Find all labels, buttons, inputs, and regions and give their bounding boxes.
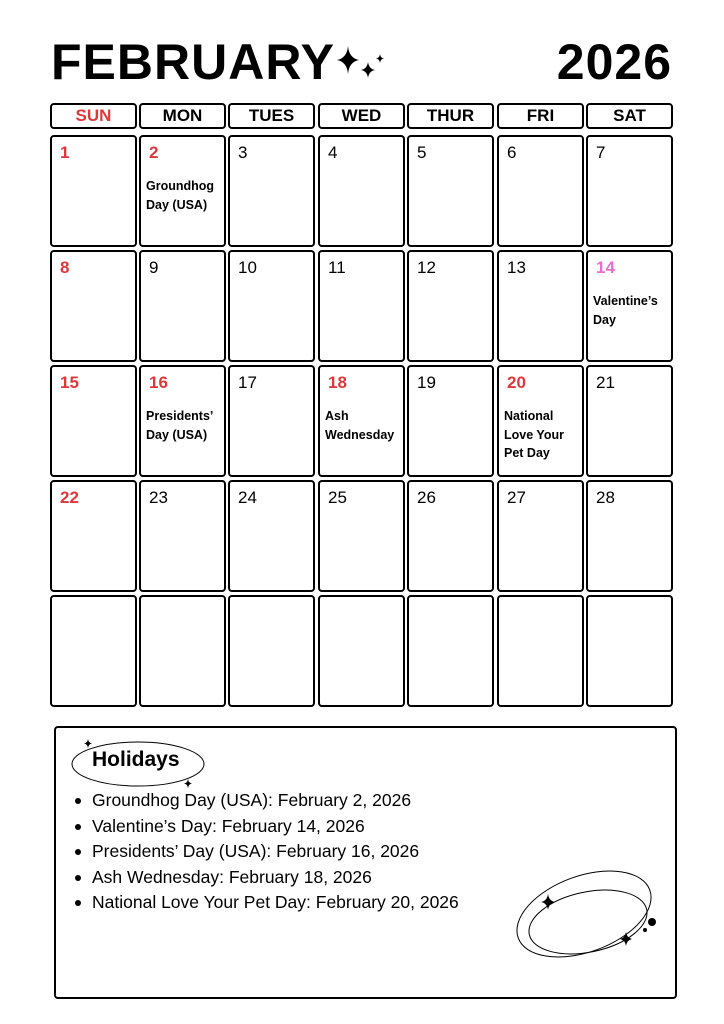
weekday-header-wed: WED	[318, 103, 405, 129]
holiday-list-item	[92, 814, 459, 840]
day-number: 12	[417, 258, 436, 277]
day-cell-empty	[139, 595, 226, 707]
day-cell-12	[407, 250, 494, 362]
day-cell-28	[586, 480, 673, 592]
day-cell-10	[228, 250, 315, 362]
day-number: 10	[238, 258, 257, 277]
event-label: Groundhog Day (USA)	[146, 179, 215, 212]
weekday-header-tues: TUES	[228, 103, 315, 129]
holiday-list-item	[92, 865, 459, 891]
day-number: 2	[149, 143, 159, 162]
day-cell-15	[50, 365, 137, 477]
day-cell-1	[50, 135, 137, 247]
day-number: 19	[417, 373, 436, 392]
day-number: 7	[596, 143, 606, 162]
weekday-header-sat: SAT	[586, 103, 673, 129]
year-title: 2026	[556, 34, 672, 90]
bullet-icon	[75, 875, 81, 881]
day-number: 17	[238, 373, 257, 392]
holiday-text: Presidents’ Day (USA): February 16, 2026	[92, 841, 420, 861]
day-cell-24	[228, 480, 315, 592]
holiday-list-item	[92, 839, 459, 865]
day-number: 26	[417, 488, 436, 507]
day-cell-22	[50, 480, 137, 592]
month-title: FEBRUARY	[51, 34, 335, 90]
day-number: 20	[507, 373, 526, 392]
day-cell-21	[586, 365, 673, 477]
day-cell-27	[497, 480, 584, 592]
day-number: 4	[328, 143, 338, 162]
holiday-list	[92, 788, 459, 916]
day-number: 6	[507, 143, 517, 162]
day-cell-4	[318, 135, 405, 247]
day-number: 16	[149, 373, 168, 392]
day-cell-16	[139, 365, 226, 477]
day-cell-empty	[228, 595, 315, 707]
day-cell-19	[407, 365, 494, 477]
day-cell-26	[407, 480, 494, 592]
day-number: 27	[507, 488, 526, 507]
sparkle-icon	[334, 40, 394, 85]
day-cell-23	[139, 480, 226, 592]
day-number: 24	[238, 488, 257, 507]
weekday-header-fri: FRI	[497, 103, 584, 129]
weekday-header-mon: MON	[139, 103, 226, 129]
day-cell-empty	[318, 595, 405, 707]
day-number: 28	[596, 488, 615, 507]
day-number: 22	[60, 488, 79, 507]
event-label: Valentine’s Day	[593, 294, 658, 327]
day-cell-6	[497, 135, 584, 247]
day-cell-17	[228, 365, 315, 477]
holiday-list-item	[92, 788, 459, 814]
event-label: Ash Wednesday	[325, 409, 395, 442]
holiday-text: National Love Your Pet Day: February 20, 2026	[92, 892, 459, 912]
day-number: 3	[238, 143, 248, 162]
holiday-text: Valentine’s Day: February 14, 2026	[92, 815, 365, 836]
day-cell-11	[318, 250, 405, 362]
bullet-icon	[75, 824, 81, 830]
day-cell-8	[50, 250, 137, 362]
weekday-header-sun: SUN	[50, 103, 137, 129]
day-cell-empty	[497, 595, 584, 707]
day-cell-empty	[586, 595, 673, 707]
day-number: 5	[417, 143, 427, 162]
day-cell-7	[586, 135, 673, 247]
day-cell-empty	[407, 595, 494, 707]
day-number: 11	[328, 258, 346, 277]
day-number: 13	[507, 258, 526, 277]
weekday-header-thur: THUR	[407, 103, 494, 129]
bullet-icon	[75, 900, 81, 906]
bullet-icon	[75, 849, 81, 855]
holiday-list-item	[92, 890, 459, 916]
holiday-text: Groundhog Day (USA): February 2, 2026	[92, 790, 412, 810]
day-number: 23	[149, 488, 168, 507]
holidays-panel	[54, 726, 677, 999]
day-cell-18	[318, 365, 405, 477]
bullet-icon	[75, 798, 81, 804]
day-cell-3	[228, 135, 315, 247]
day-number: 18	[328, 373, 347, 392]
holiday-text: Ash Wednesday: February 18, 2026	[92, 866, 372, 887]
day-cell-25	[318, 480, 405, 592]
event-label: Presidents’ Day (USA)	[146, 409, 213, 442]
day-cell-13	[497, 250, 584, 362]
day-cell-2	[139, 135, 226, 247]
day-cell-empty	[50, 595, 137, 707]
holidays-title: Holidays	[92, 748, 180, 771]
day-number: 21	[596, 373, 615, 392]
event-label: National Love Your Pet Day	[504, 409, 564, 460]
day-number: 25	[328, 488, 347, 507]
day-number: 9	[149, 258, 159, 277]
day-number: 8	[60, 258, 70, 277]
day-cell-20	[497, 365, 584, 477]
day-cell-5	[407, 135, 494, 247]
day-number: 15	[60, 373, 79, 392]
day-cell-14	[586, 250, 673, 362]
day-number: 1	[60, 143, 70, 162]
day-cell-9	[139, 250, 226, 362]
orbit-decoration-icon	[512, 856, 672, 976]
day-number: 14	[596, 258, 615, 277]
